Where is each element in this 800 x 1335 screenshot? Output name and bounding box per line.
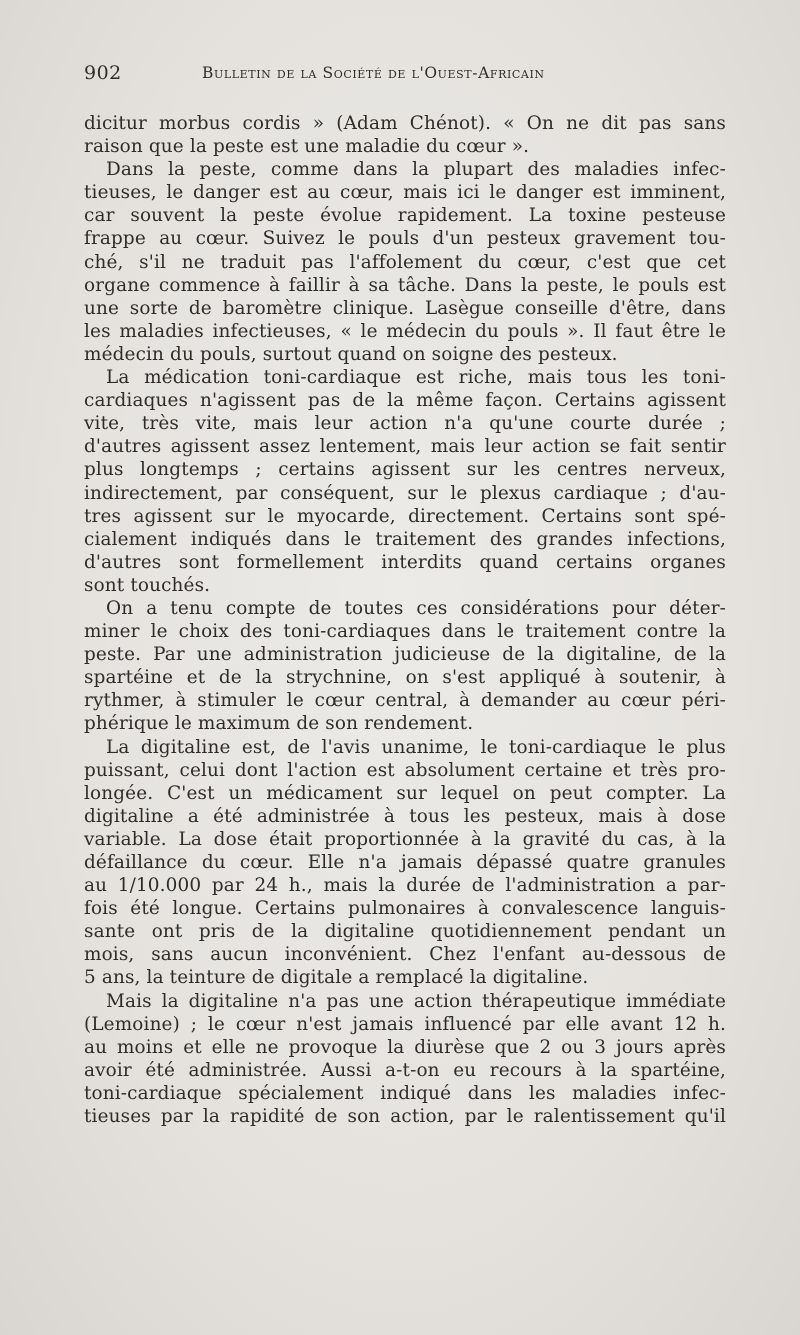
page-header	[84, 62, 730, 92]
text-line: au moins et elle ne provoque la diurèse que 2 ou 3 jours après	[84, 1036, 726, 1058]
text-line: 5 ans, la teinture de digitale a remplacé la digitaline.	[84, 967, 589, 989]
text-line: variable. La dose était proportionnée à la gravité du cas, à la	[84, 828, 726, 850]
text-line: car souvent la peste évolue rapidement. La toxine pesteuse	[84, 205, 726, 227]
text-line: avoir été administrée. Aussi a-t-on eu recours à la spartéine,	[84, 1059, 726, 1081]
text-line: dicitur morbus cordis » (Adam Chénot). « On ne dit pas sans	[84, 113, 726, 134]
text-line: tieuses, le danger est au cœur, mais ici le danger est imminent,	[84, 182, 726, 204]
text-line: une sorte de baromètre clinique. Lasègue conseille d'être, dans	[84, 297, 726, 319]
text-line: fois été longue. Certains pulmonaires à convalescence languis-	[84, 898, 726, 920]
text-line: plus longtemps ; certains agissent sur les centres nerveux,	[84, 459, 726, 481]
text-line: frappe au cœur. Suivez le pouls d'un pesteux gravement tou-	[84, 228, 726, 250]
text-line: d'autres sont formellement interdits quand certains organes	[84, 551, 726, 573]
body-text	[84, 112, 726, 1128]
page-number: 902	[84, 62, 122, 84]
text-line: les maladies infectieuses, « le médecin du pouls ». Il faut être le	[84, 320, 726, 342]
text-line: sont touchés.	[84, 574, 211, 596]
text-line: peste. Par une administration judicieuse de la digitaline, de la	[84, 644, 726, 666]
text-line: organe commence à faillir à sa tâche. Dans la peste, le pouls est	[84, 274, 726, 296]
text-line: longée. C'est un médicament sur lequel on peut compter. La	[84, 782, 726, 804]
text-line: toni-cardiaque spécialement indiqué dans les maladies infec-	[84, 1082, 726, 1104]
text-line: cialement indiqués dans le traitement des grandes infections,	[84, 528, 726, 550]
text-line: raison que la peste est une maladie du cœur ».	[84, 136, 530, 158]
text-line: sante ont pris de la digitaline quotidiennement pendant un	[84, 921, 726, 943]
text-line: miner le choix des toni-cardiaques dans le traitement contre la	[84, 621, 726, 643]
text-line: puissant, celui dont l'action est absolument certaine et très pro-	[84, 759, 726, 781]
text-line: (Lemoine) ; le cœur n'est jamais influencé par elle avant 12 h.	[84, 1013, 726, 1035]
running-head: Bulletin de la Société de l'Ouest-Africain	[202, 64, 545, 82]
text-line: médecin du pouls, surtout quand on soigne des pesteux.	[84, 343, 618, 365]
text-line: ché, s'il ne traduit pas l'affolement du cœur, c'est que cet	[84, 251, 726, 273]
text-line: vite, très vite, mais leur action n'a qu'une courte durée ;	[84, 413, 726, 435]
text-line: au 1/10.000 par 24 h., mais la durée de l'administration a par-	[84, 875, 726, 897]
text-line: mois, sans aucun inconvénient. Chez l'enfant au-dessous de	[84, 944, 726, 966]
text-line: La digitaline est, de l'avis unanime, le toni-cardiaque le plus	[106, 736, 726, 758]
text-line: digitaline a été administrée à tous les pesteux, mais à dose	[84, 805, 726, 827]
text-line: La médication toni-cardiaque est riche, mais tous les toni-	[106, 367, 726, 389]
text-line: On a tenu compte de toutes ces considérations pour déter-	[106, 597, 726, 619]
text-line: défaillance du cœur. Elle n'a jamais dépassé quatre granules	[84, 852, 726, 873]
text-line: tres agissent sur le myocarde, directement. Certains sont spé-	[84, 505, 726, 527]
text-line: phérique le maximum de son rendement.	[84, 713, 474, 735]
text-line: indirectement, par conséquent, sur le plexus cardiaque ; d'au-	[84, 482, 726, 504]
text-line: Mais la digitaline n'a pas une action thérapeutique immédiate	[106, 990, 726, 1012]
text-line: rythmer, à stimuler le cœur central, à demander au cœur péri-	[84, 690, 726, 712]
text-line: tieuses par la rapidité de son action, par le ralentissement qu'il	[84, 1106, 726, 1128]
text-line: d'autres agissent assez lentement, mais leur action se fait sentir	[84, 436, 726, 458]
text-line: Dans la peste, comme dans la plupart des maladies infec-	[106, 159, 726, 181]
text-line: spartéine et de la strychnine, on s'est appliqué à soutenir, à	[84, 667, 726, 689]
text-line: cardiaques n'agissent pas de la même façon. Certains agissent	[84, 390, 726, 412]
